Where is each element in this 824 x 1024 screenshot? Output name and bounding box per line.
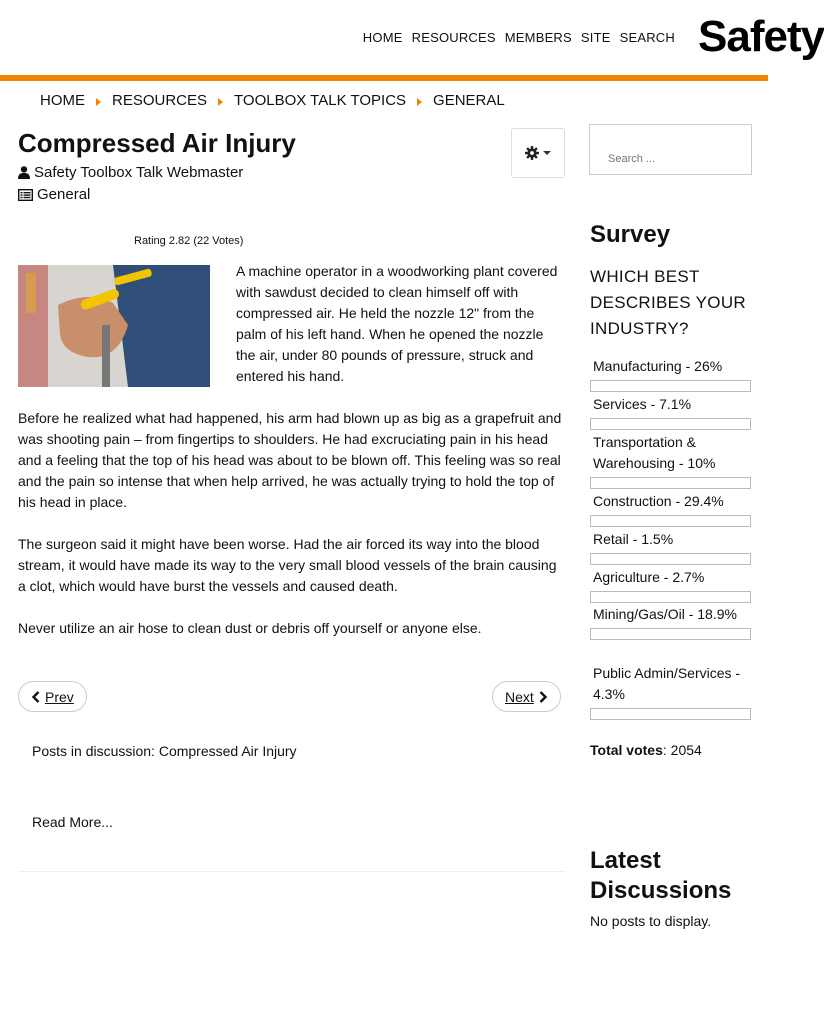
read-more-link[interactable]: Read More... — [32, 814, 113, 830]
article-options-button[interactable] — [511, 128, 565, 178]
page-title: Compressed Air Injury — [18, 128, 296, 158]
survey-result-bar — [590, 515, 751, 527]
chevron-left-icon — [31, 691, 40, 703]
breadcrumb-resources[interactable]: RESOURCES — [112, 92, 208, 109]
survey-option-label: Public Admin/Services - 4.3% — [593, 665, 741, 702]
survey-result-bar — [590, 553, 751, 565]
author-name[interactable]: Safety Toolbox Talk Webmaster — [34, 164, 244, 181]
article-paragraph: Before he realized what had happened, his arm had blown up as big as a grapefruit and was shooting pain – from fingertips to shoulders. He had excruciating pain in his head and a feeling that the top of his head was about to be blown off. This feeling was so real and the pain so intense that when help arrived, he was actually trying to hold the top of his head in place. — [18, 410, 562, 510]
content-divider — [18, 871, 565, 872]
survey-result-bar — [590, 477, 751, 489]
survey-option — [590, 432, 752, 489]
survey-option-label: Transportation & Warehousing - 10% — [593, 434, 716, 471]
latest-discussions-title: Latest Discussions — [590, 847, 732, 904]
top-nav — [363, 30, 675, 45]
chevron-down-icon — [543, 151, 551, 155]
survey-result-bar — [590, 708, 751, 720]
breadcrumb-home[interactable]: HOME — [40, 92, 85, 109]
survey-option-label: Mining/Gas/Oil - 18.9% — [593, 606, 737, 622]
breadcrumb-separator-icon — [96, 98, 101, 106]
gear-icon — [525, 146, 539, 160]
survey-result-bar — [590, 628, 751, 640]
total-votes-value: : 2054 — [662, 742, 702, 758]
article-rating: Rating 2.82 (22 Votes) — [134, 235, 244, 247]
user-icon — [18, 166, 30, 179]
chevron-right-icon — [539, 691, 548, 703]
no-posts-message: No posts to display. — [590, 913, 712, 929]
breadcrumb — [40, 92, 505, 109]
nav-resources[interactable]: RESOURCES — [411, 30, 496, 45]
survey-option — [590, 663, 752, 720]
article-paragraph: Never utilize an air hose to clean dust or debris off yourself or anyone else. — [18, 620, 482, 636]
next-label: Next — [505, 688, 534, 705]
survey-option — [590, 394, 752, 430]
breadcrumb-general[interactable]: GENERAL — [433, 92, 505, 109]
prev-button[interactable] — [18, 681, 87, 712]
survey-result-fill — [591, 592, 595, 602]
nav-home[interactable]: HOME — [362, 30, 403, 45]
breadcrumb-toolbox-talk-topics[interactable]: TOOLBOX TALK TOPICS — [234, 92, 407, 109]
survey-question: WHICH BEST DESCRIBES YOUR INDUSTRY? — [590, 267, 746, 338]
survey-option-label: Manufacturing - 26% — [593, 358, 723, 374]
breadcrumb-separator-icon — [218, 98, 223, 106]
search-input[interactable] — [589, 124, 752, 175]
survey-option-label: Retail - 1.5% — [593, 531, 674, 547]
survey-option — [590, 356, 752, 392]
nav-members[interactable]: MEMBERS — [504, 30, 572, 45]
article-lead-paragraph: A machine operator in a woodworking plant covered with sawdust decided to clean himself off with compressed air. He held the nozzle 12" from the palm of his left hand. When he opened the nozzle the air, under 80 pounds of pressure, struck and entered his hand. — [236, 263, 558, 384]
survey-option-label: Services - 7.1% — [593, 396, 692, 412]
total-votes-label: Total votes — [590, 742, 663, 758]
prev-label: Prev — [45, 688, 74, 705]
survey-result-fill — [591, 709, 598, 719]
header-divider — [0, 75, 768, 81]
article-category — [18, 186, 90, 203]
site-logo[interactable]: Safety — [698, 12, 824, 61]
survey-option — [590, 604, 752, 640]
nav-site[interactable]: SITE — [580, 30, 611, 45]
survey-title: Survey — [590, 221, 671, 248]
survey-result-fill — [591, 381, 632, 391]
survey-result-bar — [590, 380, 751, 392]
survey-result-fill — [591, 629, 621, 639]
survey-result-bar — [590, 591, 751, 603]
next-button[interactable] — [492, 681, 561, 712]
survey-result-fill — [591, 478, 607, 488]
survey-option-label: Construction - 29.4% — [593, 493, 724, 509]
article-paragraph: The surgeon said it might have been worse. Had the air forced its way into the blood stream, it would have made its way to the very small blood vessels of the brain causing a clot, which would have burst the vessels and caused death. — [18, 536, 557, 594]
discussion-link[interactable]: Posts in discussion: Compressed Air Injury — [32, 743, 297, 759]
survey-result-bar — [590, 418, 751, 430]
nav-search[interactable]: SEARCH — [619, 30, 675, 45]
survey-option-label: Agriculture - 2.7% — [593, 569, 705, 585]
survey-total-votes — [590, 742, 702, 758]
survey-result-fill — [591, 419, 602, 429]
survey-option — [590, 567, 752, 603]
site-header — [0, 0, 824, 76]
category-name[interactable]: General — [37, 186, 91, 203]
article-image — [18, 265, 210, 387]
breadcrumb-separator-icon — [417, 98, 422, 106]
article-author — [18, 164, 243, 181]
survey-option — [590, 529, 752, 565]
survey-result-fill — [591, 516, 638, 526]
list-icon — [18, 189, 33, 201]
survey-result-fill — [591, 554, 593, 564]
survey-option — [590, 491, 752, 527]
